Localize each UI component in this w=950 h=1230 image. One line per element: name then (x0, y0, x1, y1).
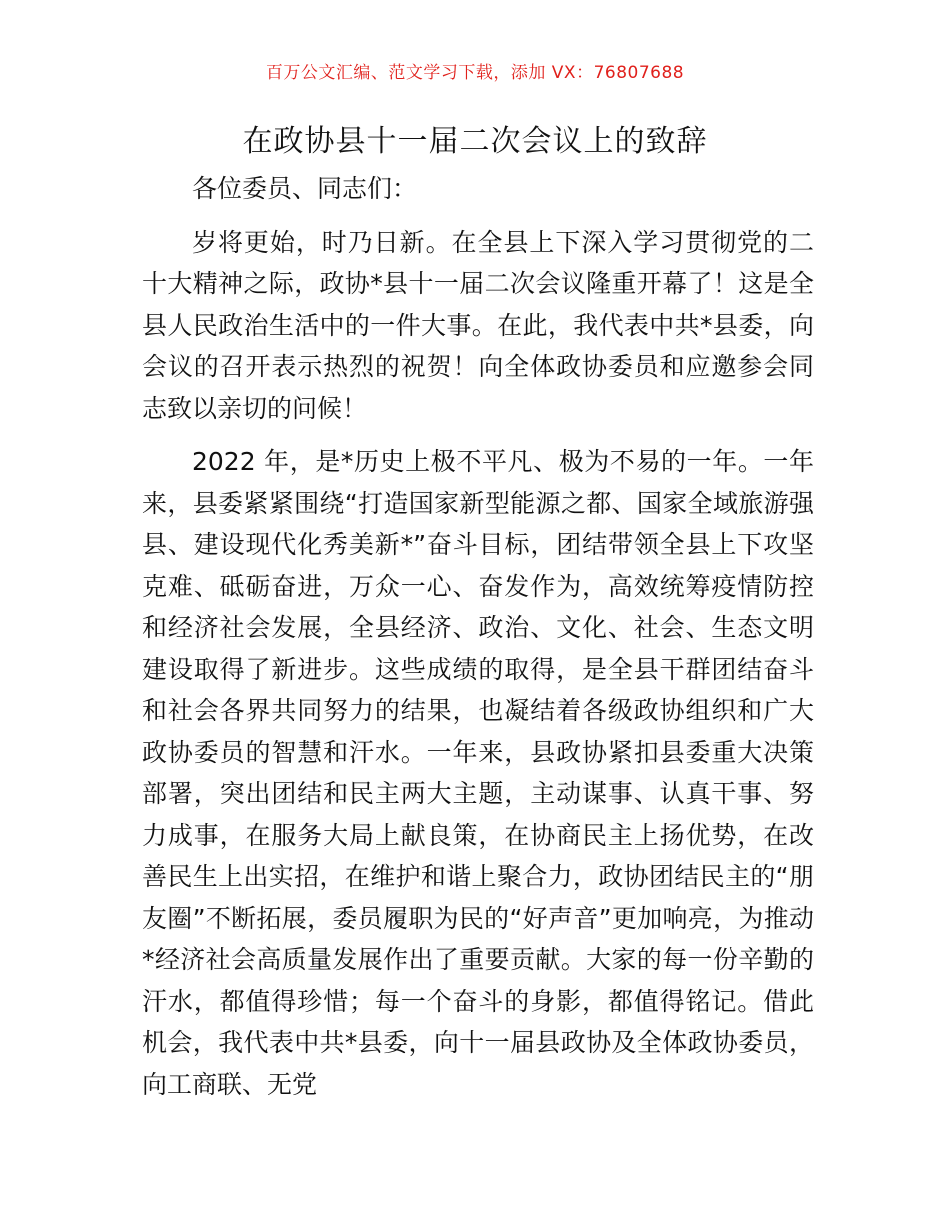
paragraph-1: 岁将更始，时乃日新。在全县上下深入学习贯彻党的二十大精神之际，政协*县十一届二次会议隆重开幕了！这是全县人民政治生活中的一件大事。在此，我代表中共*县委，向会议的召开表示热烈的祝贺！向全体政协委员和应邀参会同志致以亲切的问候！ (142, 227, 814, 423)
header-note: 百万公文汇编、范文学习下载，添加 VX：76807688 (265, 63, 685, 83)
salutation: 各位委员、同志们： (192, 174, 418, 203)
paragraph-2: 2022 年，是*历史上极不平凡、极为不易的一年。一年来，县委紧紧围绕“打造国家新型能源之都、国家全域旅游强县、建设现代化秀美新*”奋斗目标，团结带领全县上下攻坚克难、砥砺奋进，万众一心、奋发作为，高效统筹疫情防控和经济社会发展，全县经济、政治、文化、社会、生态文明建设取得了新进步。这些成绩的取得，是全县干群团结奋斗和社会各界共同努力的结果，也凝结着各级政协组织和广大政协委员的智慧和汗水。一年来，县政协紧扣县委重大决策部署，突出团结和民主两大主题，主动谋事、认真干事、努力成事，在服务大局上献良策，在协商民主上扬优势，在改善民生上出实招，在维护和谐上聚合力，政协团结民主的“朋友圈”不断拓展，委员履职为民的“好声音”更加响亮，为推动*经济社会高质量发展作出了重要贡献。大家的每一份辛勤的汗水，都值得珍惜；每一个奋斗的身影，都值得铭记。借此机会，我代表中共*县委，向十一届县政协及全体政协委员，向工商联、无党 (142, 447, 814, 1099)
document-title: 在政协县十一届二次会议上的致辞 (242, 124, 708, 159)
document-body (142, 168, 814, 1117)
